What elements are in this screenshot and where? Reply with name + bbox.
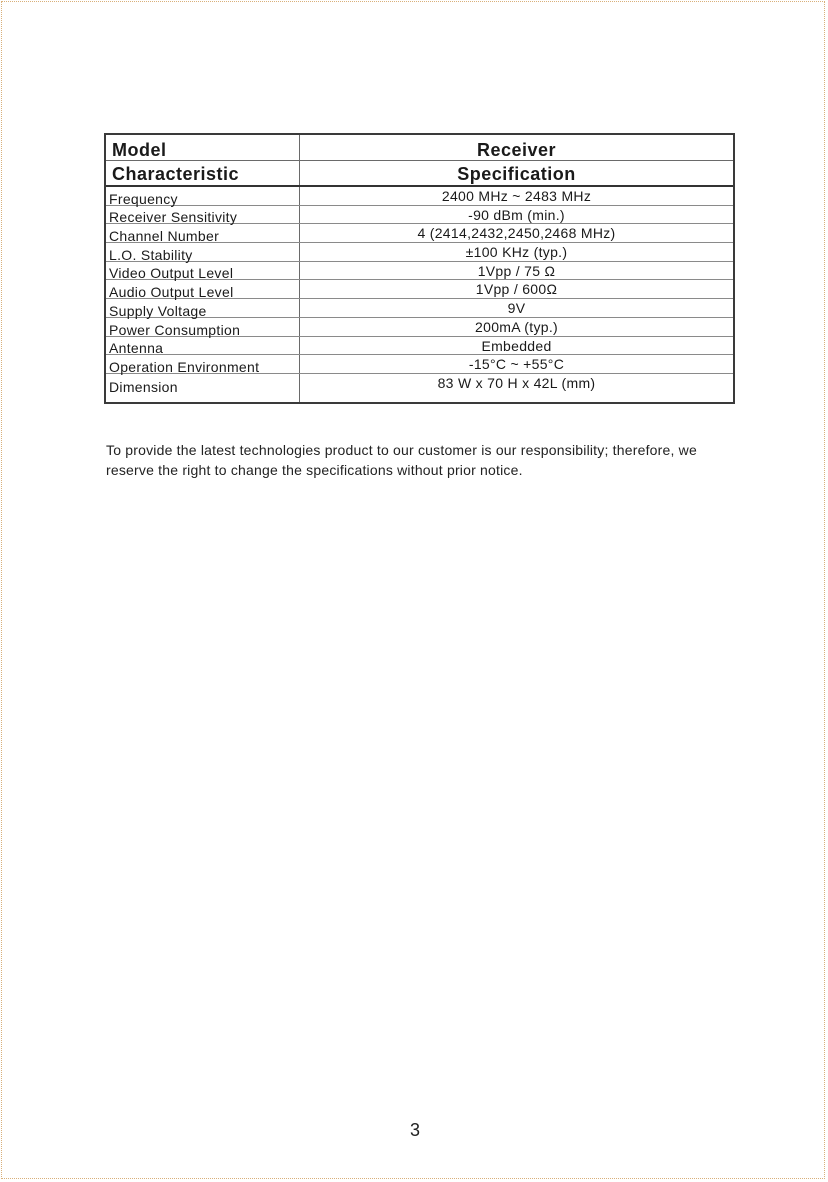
disclaimer-note: To provide the latest technologies product to our customer is our responsibility; therefore, we reserve the right to change the specifications without prior notice. bbox=[106, 442, 697, 478]
row-label: Video Output Level bbox=[109, 265, 234, 282]
row-value: -15°C ~ +55°C bbox=[468, 356, 565, 373]
row-value: 1Vpp / 600Ω bbox=[475, 281, 558, 298]
header-model: Model bbox=[112, 140, 167, 160]
row-label: Power Consumption bbox=[109, 321, 241, 338]
spec-table bbox=[104, 133, 735, 404]
table-row bbox=[106, 337, 733, 356]
row-label: Antenna bbox=[109, 340, 164, 357]
table-row bbox=[106, 224, 733, 243]
row-value: 4 (2414,2432,2450,2468 MHz) bbox=[417, 225, 616, 242]
header-specification: Specification bbox=[457, 164, 576, 184]
table-row bbox=[106, 355, 733, 374]
row-label: Dimension bbox=[109, 378, 178, 395]
row-value: -90 dBm (min.) bbox=[468, 206, 565, 223]
row-value: 9V bbox=[507, 300, 526, 317]
row-label: Channel Number bbox=[109, 228, 220, 245]
table-row bbox=[106, 206, 733, 225]
table-row bbox=[106, 280, 733, 299]
row-label: L.O. Stability bbox=[109, 246, 193, 263]
table-row bbox=[106, 374, 733, 393]
header-receiver: Receiver bbox=[476, 140, 557, 160]
row-label: Frequency bbox=[109, 190, 178, 207]
row-label: Supply Voltage bbox=[109, 302, 207, 319]
row-value: 83 W x 70 H x 42L (mm) bbox=[437, 374, 596, 391]
table-row bbox=[106, 187, 733, 206]
row-value: 2400 MHz ~ 2483 MHz bbox=[441, 188, 592, 204]
row-label: Operation Environment bbox=[109, 358, 260, 375]
row-value: 200mA (typ.) bbox=[475, 318, 558, 335]
row-value: Embedded bbox=[481, 337, 552, 354]
spec-rows bbox=[106, 187, 733, 393]
header-characteristic: Characteristic bbox=[112, 164, 240, 184]
table-row bbox=[106, 318, 733, 337]
row-value: 1Vpp / 75 Ω bbox=[477, 262, 556, 279]
page-number: 3 bbox=[409, 1120, 420, 1140]
table-row bbox=[106, 262, 733, 281]
table-row bbox=[106, 243, 733, 262]
row-value: ±100 KHz (typ.) bbox=[465, 244, 568, 261]
row-label: Receiver Sensitivity bbox=[109, 209, 238, 226]
table-row bbox=[106, 299, 733, 318]
row-label: Audio Output Level bbox=[109, 284, 234, 301]
